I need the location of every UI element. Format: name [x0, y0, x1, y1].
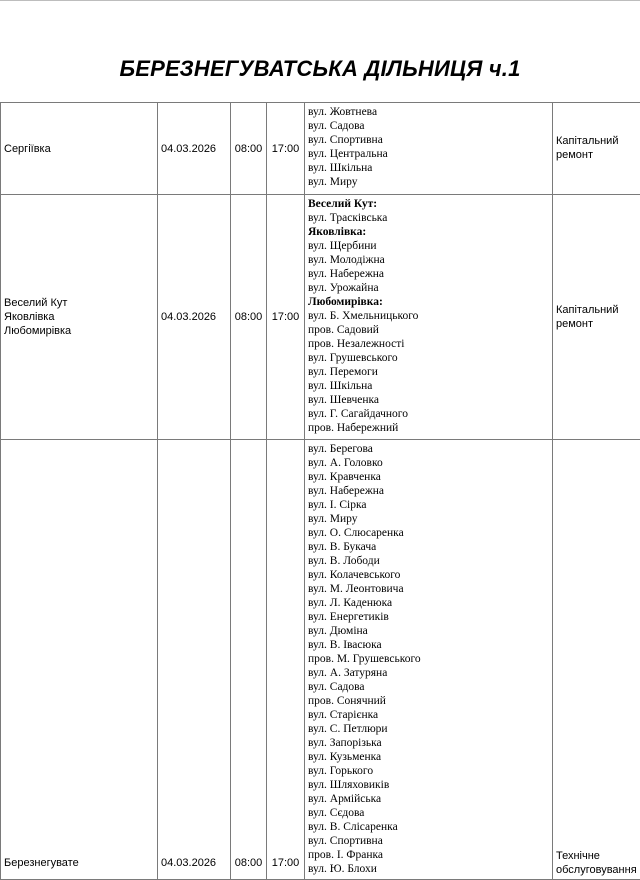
street-line: пров. Садовий	[308, 323, 549, 337]
street-line: вул. Кузьменка	[308, 750, 549, 764]
street-line: вул. Молодіжна	[308, 253, 549, 267]
work-type-line: Капітальний	[556, 134, 637, 148]
street-line: вул. Грушевського	[308, 351, 549, 365]
street-line: вул. Колачевського	[308, 568, 549, 582]
settlement-line: Веселий Кут	[4, 296, 154, 310]
outage-schedule-table	[0, 102, 640, 880]
streets-cell	[305, 195, 553, 440]
table-row	[1, 195, 640, 440]
settlement-line: Любомирівка	[4, 324, 154, 338]
street-line: вул. Кравченка	[308, 470, 549, 484]
work-type-cell	[553, 103, 640, 195]
settlement-line: Яковлівка	[4, 310, 154, 324]
street-line: вул. Горького	[308, 764, 549, 778]
street-line: вул. Б. Хмельницького	[308, 309, 549, 323]
street-line: вул. Шляховиків	[308, 778, 549, 792]
work-type-line: ремонт	[556, 317, 637, 331]
street-line: вул. М. Леонтовича	[308, 582, 549, 596]
street-line: вул. С. Петлюри	[308, 722, 549, 736]
street-line: вул. В. Івасюка	[308, 638, 549, 652]
street-line: пров. Сонячний	[308, 694, 549, 708]
streets-cell	[305, 440, 553, 880]
street-line: вул. Шкільна	[308, 379, 549, 393]
street-line: вул. Перемоги	[308, 365, 549, 379]
village-heading: Яковлівка:	[308, 225, 549, 239]
top-rule	[0, 0, 640, 1]
street-line: вул. Старієнка	[308, 708, 549, 722]
street-line: вул. Жовтнева	[308, 105, 549, 119]
street-line: вул. Г. Сагайдачного	[308, 407, 549, 421]
street-line: вул. В. Слісаренка	[308, 820, 549, 834]
street-line: вул. Берегова	[308, 442, 549, 456]
street-line: вул. Садова	[308, 119, 549, 133]
street-line: вул. Енергетиків	[308, 610, 549, 624]
work-type-line: ремонт	[556, 148, 637, 162]
street-line: вул. Садова	[308, 680, 549, 694]
street-line: вул. Ю. Блохи	[308, 862, 549, 876]
street-line: вул. А. Головко	[308, 456, 549, 470]
settlement-cell	[1, 195, 158, 440]
street-line: пров. М. Грушевського	[308, 652, 549, 666]
settlement-cell: Березнегувате	[1, 440, 158, 880]
village-heading: Веселий Кут:	[308, 197, 549, 211]
street-line: вул. Армійська	[308, 792, 549, 806]
street-line: вул. Спортивна	[308, 834, 549, 848]
street-line: вул. Сєдова	[308, 806, 549, 820]
street-line: пров. Незалежності	[308, 337, 549, 351]
street-line: вул. Миру	[308, 175, 549, 189]
street-line: вул. В. Букача	[308, 540, 549, 554]
date-cell: 04.03.2026	[158, 195, 231, 440]
time-from-cell: 08:00	[231, 195, 267, 440]
streets-cell	[305, 103, 553, 195]
street-line: вул. Урожайна	[308, 281, 549, 295]
date-cell: 04.03.2026	[158, 440, 231, 880]
work-type-line: обслуговування	[556, 863, 637, 877]
work-type-line: Технічне	[556, 849, 637, 863]
street-line: вул. Трасківська	[308, 211, 549, 225]
time-to-cell: 17:00	[267, 103, 305, 195]
work-type-cell	[553, 195, 640, 440]
page-title: БЕРЕЗНЕГУВАТСЬКА ДІЛЬНИЦЯ ч.1	[0, 56, 640, 82]
street-line: пров. Набережний	[308, 421, 549, 435]
date-cell: 04.03.2026	[158, 103, 231, 195]
time-to-cell: 17:00	[267, 440, 305, 880]
street-line: вул. Запорізька	[308, 736, 549, 750]
work-type-cell	[553, 440, 640, 880]
table-row	[1, 103, 640, 195]
time-from-cell: 08:00	[231, 440, 267, 880]
street-line: вул. Центральна	[308, 147, 549, 161]
time-to-cell: 17:00	[267, 195, 305, 440]
street-line: вул. Шевченка	[308, 393, 549, 407]
street-line: вул. Дюміна	[308, 624, 549, 638]
street-line: вул. Миру	[308, 512, 549, 526]
street-line: вул. Набережна	[308, 484, 549, 498]
street-line: вул. А. Затуряна	[308, 666, 549, 680]
street-line: вул. Набережна	[308, 267, 549, 281]
street-line: вул. В. Лободи	[308, 554, 549, 568]
street-line: вул. Щербини	[308, 239, 549, 253]
street-line: пров. І. Франка	[308, 848, 549, 862]
settlement-cell: Сергіївка	[1, 103, 158, 195]
table-row	[1, 440, 640, 880]
work-type-line: Капітальний	[556, 303, 637, 317]
time-from-cell: 08:00	[231, 103, 267, 195]
street-line: вул. Шкільна	[308, 161, 549, 175]
street-line: вул. І. Сірка	[308, 498, 549, 512]
street-line: вул. Спортивна	[308, 133, 549, 147]
street-line: вул. Л. Каденюка	[308, 596, 549, 610]
village-heading: Любомирівка:	[308, 295, 549, 309]
street-line: вул. О. Слюсаренка	[308, 526, 549, 540]
